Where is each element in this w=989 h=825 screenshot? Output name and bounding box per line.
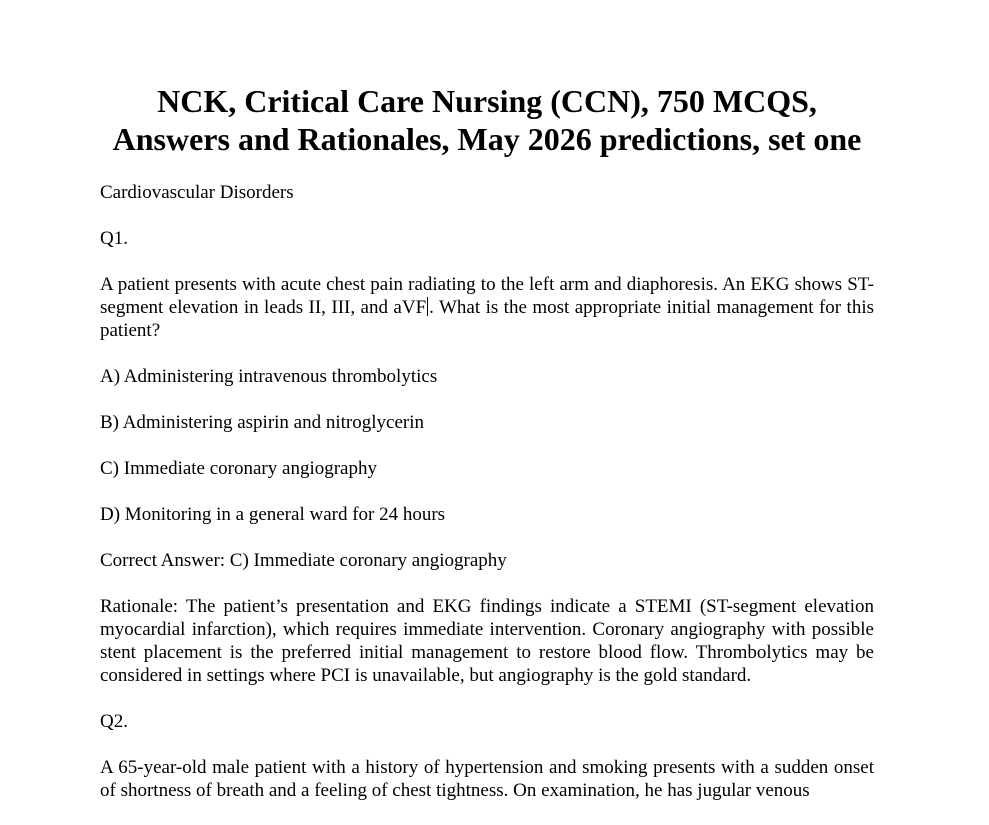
question-label: Q2. (100, 711, 128, 732)
document-title: NCK, Critical Care Nursing (CCN), 750 MCQS, Answers and Rationales, May 2026 predictions, set one (112, 83, 862, 157)
question-stem-text-cont: . What is the most appropriate initial management for this patient? (100, 297, 874, 341)
question-stem[interactable] (100, 273, 874, 342)
text-cursor (427, 297, 428, 316)
question-stem: A 65-year-old male patient with a history of hypertension and smoking presents with a sudden onset of shortness of breath and a feeling of chest tightness. On examination, he has jugular venous (100, 757, 874, 801)
answer-option-c: C) Immediate coronary angiography (100, 458, 377, 479)
answer-option-a: A) Administering intravenous thrombolytics (100, 366, 438, 387)
rationale: Rationale: The patient’s presentation and EKG findings indicate a STEMI (ST-segment elevation myocardial infarction), which requires immediate intervention. Coronary angiography with possible stent placement is the preferred initial management to restore blood flow. Thrombolytics may be considered in settings where PCI is unavailable, but angiography is the gold standard. (100, 596, 874, 686)
answer-option-b: B) Administering aspirin and nitroglycerin (100, 412, 425, 433)
correct-answer: Correct Answer: C) Immediate coronary angiography (100, 550, 507, 571)
document-page (100, 0, 874, 802)
question-stem-text: A patient presents with acute chest pain radiating to the left arm and diaphoresis. An EKG shows ST-segment elevation in leads II, III, and aVF (100, 274, 874, 318)
question-label: Q1. (100, 228, 128, 249)
section-heading: Cardiovascular Disorders (100, 182, 294, 203)
answer-option-d: D) Monitoring in a general ward for 24 hours (100, 504, 446, 525)
